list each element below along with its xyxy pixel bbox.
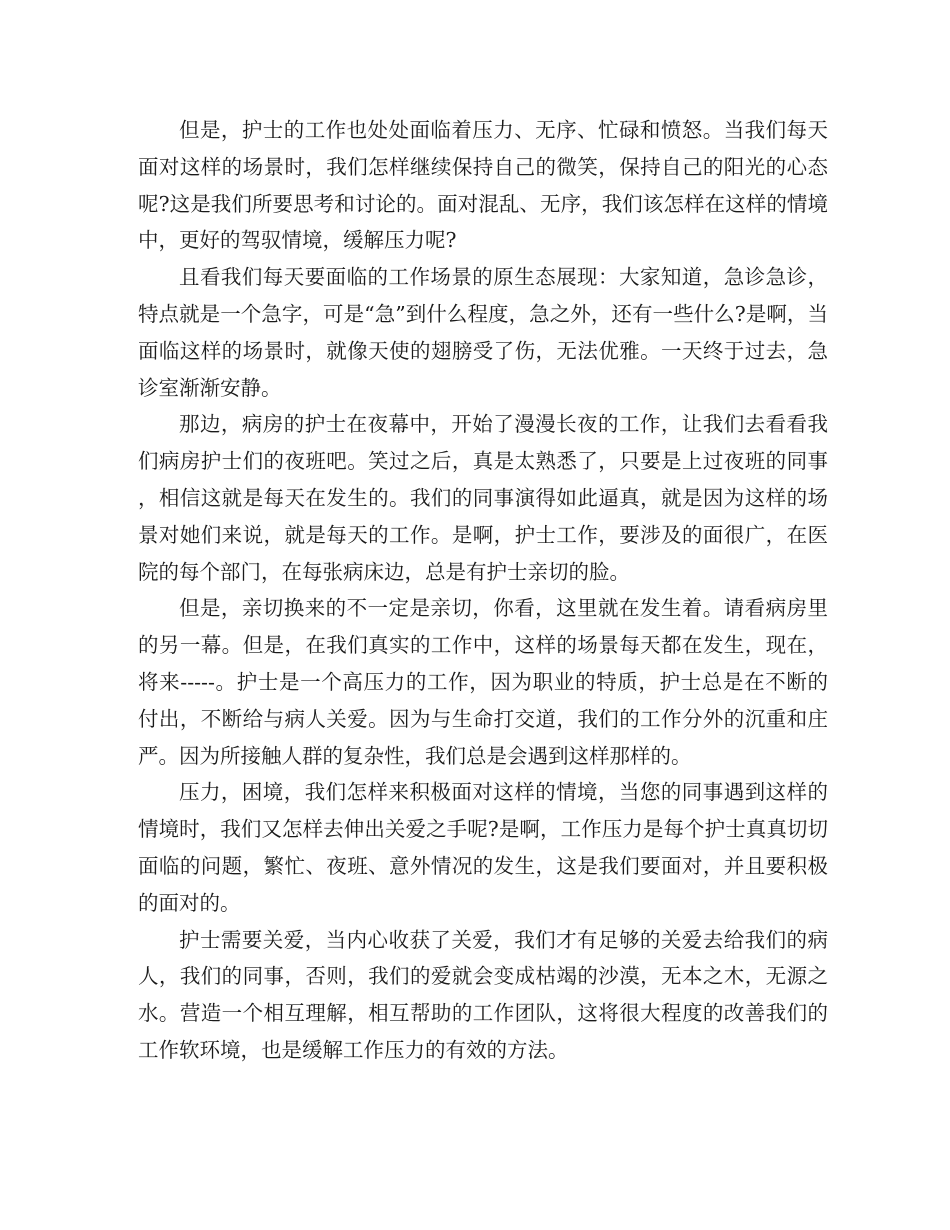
paragraph-4: 但是，亲切换来的不一定是亲切，你看，这里就在发生着。请看病房里的另一幕。但是，在我们真实的工作中，这样的场景每天都在发生，现在，将来-----。护士是一个高压力的工作，因为职业的特质，护士总是在不断的付出，不断给与病人关爱。因为与生命打交道，我们的工作分外的沉重和庄严。因为所接触人群的复杂性，我们总是会遇到这样那样的。	[138, 596, 828, 768]
document-body	[138, 112, 828, 1069]
paragraph-1: 但是，护士的工作也处处面临着压力、无序、忙碌和愤怒。当我们每天面对这样的场景时，我们怎样继续保持自己的微笑，保持自己的阳光的心态呢?这是我们所要思考和讨论的。面对混乱、无序，我们该怎样在这样的情境中，更好的驾驭情境，缓解压力呢?	[138, 118, 828, 253]
paragraph-5: 压力，困境，我们怎样来积极面对这样的情境，当您的同事遇到这样的情境时，我们又怎样去伸出关爱之手呢?是啊，工作压力是每个护士真真切切面临的问题，繁忙、夜班、意外情况的发生，这是我们要面对，并且要积极的面对的。	[138, 780, 828, 915]
paragraph-2: 且看我们每天要面临的工作场景的原生态展现：大家知道，急诊急诊，特点就是一个急字，可是“急”到什么程度，急之外，还有一些什么?是啊，当面临这样的场景时，就像天使的翅膀受了伤，无法优雅。一天终于过去，急诊室渐渐安静。	[138, 265, 828, 400]
paragraph-6: 护士需要关爱，当内心收获了关爱，我们才有足够的关爱去给我们的病人，我们的同事，否则，我们的爱就会变成枯竭的沙漠，无本之木，无源之水。营造一个相互理解，相互帮助的工作团队，这将很大程度的改善我们的工作软环境，也是缓解工作压力的有效的方法。	[138, 927, 828, 1062]
paragraph-3: 那边，病房的护士在夜幕中，开始了漫漫长夜的工作，让我们去看看我们病房护士们的夜班吧。笑过之后，真是太熟悉了，只要是上过夜班的同事，相信这就是每天在发生的。我们的同事演得如此逼真，就是因为这样的场景对她们来说，就是每天的工作。是啊，护士工作，要涉及的面很广，在医院的每个部门，在每张病床边，总是有护士亲切的脸。	[138, 412, 828, 584]
